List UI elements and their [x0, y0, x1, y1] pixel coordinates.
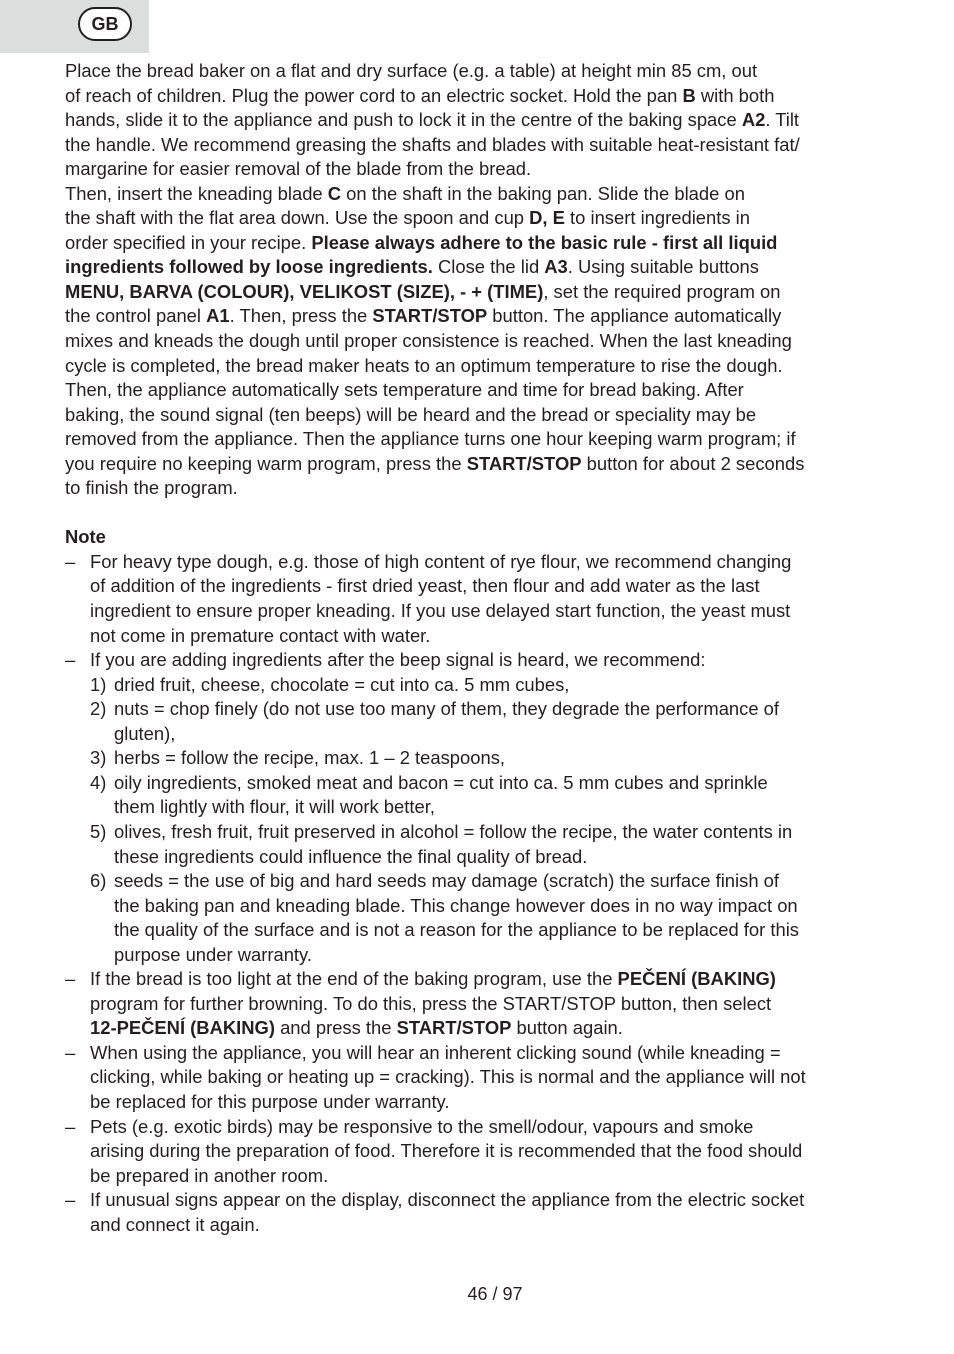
- intro-line: margarine for easier removal of the blade from the bread.: [65, 158, 532, 180]
- intro-line: removed from the appliance. Then the appliance turns one hour keeping warm program; if: [65, 428, 796, 450]
- intro-line: order specified in your recipe. Please always adhere to the basic rule - first all liquid: [65, 231, 778, 253]
- intro-line: the handle. We recommend greasing the shafts and blades with suitable heat-resistant fat/: [65, 133, 800, 155]
- intro-line: cycle is completed, the bread maker heats to an optimum temperature to rise the dough.: [65, 354, 783, 376]
- note-title: Note: [65, 526, 106, 548]
- dash-marker: –: [65, 649, 76, 671]
- intro-line: of reach of children. Plug the power cord to an electric socket. Hold the pan B with both: [65, 84, 775, 106]
- dash-marker: –: [65, 1189, 76, 1211]
- ingredient-item: 1) dried fruit, cheese, chocolate = cut into ca. 5 mm cubes,: [90, 673, 570, 695]
- dash-marker: –: [65, 550, 76, 572]
- ingredient-item: 3) herbs = follow the recipe, max. 1 – 2 teaspoons,: [90, 747, 506, 769]
- dash-marker: –: [65, 1115, 76, 1137]
- intro-line: to finish the program.: [65, 477, 238, 499]
- ingredient-item: 4) oily ingredients, smoked meat and bacon = cut into ca. 5 mm cubes and sprinkle them lightly with flour, it will work better,: [90, 771, 768, 818]
- page-number: 46 / 97: [467, 1284, 523, 1304]
- ingredient-list: [90, 673, 895, 968]
- paragraph-gap: [65, 501, 895, 526]
- intro-line: the shaft with the flat area down. Use the spoon and cup D, E to insert ingredients in: [65, 207, 750, 229]
- intro-line: you require no keeping warm program, press the START/STOP button for about 2 seconds: [65, 452, 805, 474]
- intro-line: mixes and kneads the dough until proper consistence is reached. When the last kneading: [65, 330, 792, 352]
- note-item-display-signs: – If unusual signs appear on the display, disconnect the appliance from the electric socket and connect it again.: [65, 1189, 805, 1235]
- page-content: [65, 59, 895, 1237]
- note-item-baking-browning: – If the bread is too light at the end of the baking program, use the PEČENÍ (BAKING) program for further browning. To do this, press the START/STOP button, then select 12-PEČENÍ (BAKING) and press the START/STOP button again.: [65, 968, 776, 1039]
- intro-line: ingredients followed by loose ingredients. Close the lid A3. Using suitable buttons: [65, 256, 759, 278]
- ingredient-item: 2) nuts = chop finely (do not use too many of them, they degrade the performance of gluten),: [90, 698, 780, 744]
- ingredient-item: 5) olives, fresh fruit, fruit preserved in alcohol = follow the recipe, the water contents in these ingredients could influence the final quality of bread.: [90, 820, 793, 867]
- intro-line: baking, the sound signal (ten beeps) will be heard and the bread or speciality may be: [65, 403, 757, 425]
- note-list: [65, 550, 895, 1237]
- intro-paragraph: [65, 59, 895, 501]
- dash-marker: –: [65, 1041, 76, 1063]
- intro-line: Place the bread baker on a flat and dry surface (e.g. a table) at height min 85 cm, out: [65, 60, 758, 81]
- intro-line: the control panel A1. Then, press the START/STOP button. The appliance automatically: [65, 305, 782, 327]
- intro-line: Then, insert the kneading blade C on the shaft in the baking pan. Slide the blade on: [65, 182, 745, 204]
- intro-line: hands, slide it to the appliance and push to lock it in the centre of the baking space A2. Tilt: [65, 109, 800, 131]
- intro-line: Then, the appliance automatically sets temperature and time for bread baking. After: [65, 379, 744, 401]
- ingredient-item: 6) seeds = the use of big and hard seeds may damage (scratch) the surface finish of the baking pan and kneading blade. This change however does in no way impact on the quality of the surface and is not a reason for the appliance to be replaced for this purpose under warranty.: [90, 870, 799, 965]
- dash-marker: –: [65, 968, 76, 990]
- note-item-adding-ingredients: – If you are adding ingredients after the beep signal is heard, we recommend: 1) dried fruit, cheese, chocolate = cut into ca. 5 mm cubes, 2) nuts = chop finely (do not use too many of them, they degrade the performance of gluten), 3) herbs = follow the recipe, max. 1 – 2 teaspoons, 4) oily ingredients, smoked meat and bacon = cut into ca. 5 mm cubes and sprinkle them lightly with flour, it will work better, 5) olives, fresh fruit, fruit preserved in alcohol = follow the recipe, the water contents in these ingredients could influence the final quality of bread. 6) seeds = the use of big and hard seeds may damage (scratch) the surface finish of the baking pan and kneading blade. This change however does in no way impact on the quality of the surface and is not a reason for the appliance to be replaced for this purpose under warranty.: [65, 648, 895, 967]
- language-tab: [0, 0, 149, 53]
- note-item-pets: – Pets (e.g. exotic birds) may be responsive to the smell/odour, vapours and smoke arising during the preparation of food. Therefore it is recommended that the food should be prepared in another room.: [65, 1115, 803, 1186]
- language-badge: GB: [78, 7, 132, 41]
- note-item-heavy-dough: – For heavy type dough, e.g. those of high content of rye flour, we recommend changing of addition of the ingredients - first dried yeast, then flour and add water as the last ingredient to ensure proper kneading. If you use delayed start function, the yeast must not come in premature contact with water.: [65, 550, 792, 646]
- note-item-clicking-sound: – When using the appliance, you will hear an inherent clicking sound (while kneading = clicking, while baking or heating up = cracking). This is normal and the appliance will not be replaced for this purpose under warranty.: [65, 1041, 806, 1112]
- intro-line: MENU, BARVA (COLOUR), VELIKOST (SIZE), - + (TIME), set the required program on: [65, 280, 781, 302]
